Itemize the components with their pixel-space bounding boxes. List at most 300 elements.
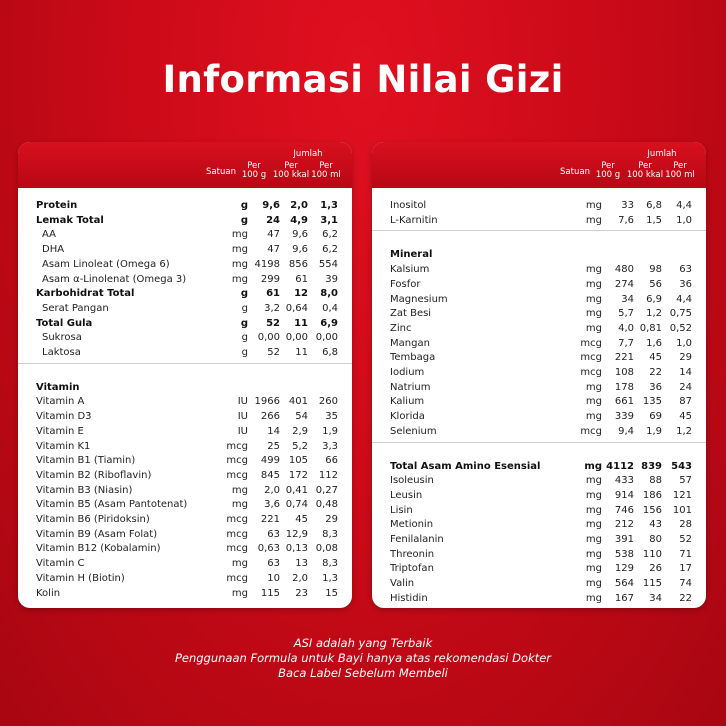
value-per-100g: 661 xyxy=(614,396,634,408)
nutrient-row xyxy=(372,336,706,351)
nutrient-name: Metionin xyxy=(390,519,434,531)
value-per-100ml: 0,48 xyxy=(315,499,338,511)
nutrient-name: Kalsium xyxy=(390,264,430,276)
nutrient-name: Iodium xyxy=(390,367,425,378)
value-per-100g: 63 xyxy=(267,558,280,570)
value-per-100g: 538 xyxy=(614,548,634,560)
nutrient-name: Magnesium xyxy=(390,293,448,305)
nutrient-unit: mg xyxy=(585,264,602,276)
value-per-100ml: 121 xyxy=(672,489,692,501)
header-per100g: Per 100 g xyxy=(241,161,267,180)
value-per-100ml: 24 xyxy=(679,381,692,393)
value-per-100kkal: 23 xyxy=(295,587,308,599)
value-per-100kkal: 88 xyxy=(649,475,662,487)
nutrient-unit: g xyxy=(241,302,248,314)
nutrient-row xyxy=(372,321,706,336)
value-per-100kkal: 9,6 xyxy=(292,244,308,256)
nutrient-row xyxy=(18,227,352,242)
value-per-100ml: 1,3 xyxy=(322,572,338,584)
nutrient-name: Zinc xyxy=(390,322,412,334)
nutrient-name: Triptofan xyxy=(390,563,434,575)
nutrient-row xyxy=(18,556,352,571)
nutrient-row xyxy=(372,292,706,307)
nutrient-unit: IU xyxy=(237,411,248,423)
nutrient-name: Vitamin D3 xyxy=(36,411,92,423)
nutrient-unit: mg xyxy=(231,258,248,270)
nutrient-unit: g xyxy=(240,200,248,211)
nutrient-unit: mg xyxy=(231,499,248,511)
nutrient-name: Lemak Total xyxy=(36,214,104,226)
value-per-100g: 10 xyxy=(267,572,280,584)
nutrient-unit: mcg xyxy=(226,455,248,467)
nutrient-name: Vitamin B6 (Piridoksin) xyxy=(36,514,150,525)
nutrient-row xyxy=(372,306,706,321)
value-per-100kkal: 186 xyxy=(642,489,662,501)
value-per-100kkal: 36 xyxy=(649,381,662,393)
nutrient-name: Vitamin xyxy=(36,381,80,393)
value-per-100g: 5,7 xyxy=(618,308,634,320)
nutrient-unit: mg xyxy=(231,229,248,241)
nutrient-row xyxy=(18,330,352,345)
value-per-100kkal: 26 xyxy=(649,563,662,575)
nutrient-row xyxy=(18,541,352,556)
nutrient-name: Leusin xyxy=(390,489,423,501)
value-per-100g: 564 xyxy=(614,578,634,590)
nutrient-unit: mcg xyxy=(580,367,602,378)
nutrient-unit: mcg xyxy=(226,440,248,452)
value-per-100g: 3,2 xyxy=(264,302,280,314)
value-per-100ml: 554 xyxy=(318,258,338,270)
value-per-100ml: 1,0 xyxy=(676,337,692,349)
nutrient-unit: mg xyxy=(231,587,248,599)
value-per-100ml: 15 xyxy=(325,587,338,599)
value-per-100ml: 52 xyxy=(679,534,692,545)
value-per-100ml: 0,75 xyxy=(669,308,692,320)
value-per-100kkal: 856 xyxy=(288,258,308,270)
section-divider xyxy=(372,442,706,443)
nutrient-name: Asam α-Linolenat (Omega 3) xyxy=(42,273,187,285)
value-per-100ml: 57 xyxy=(679,475,692,487)
nutrient-row xyxy=(18,394,352,409)
nutrient-row xyxy=(372,473,706,488)
nutrient-row xyxy=(372,424,706,439)
value-per-100kkal: 1,6 xyxy=(646,337,662,349)
value-per-100g: 24 xyxy=(266,214,280,226)
nutrition-panel-right xyxy=(372,142,706,608)
value-per-100ml: 8,3 xyxy=(322,558,338,570)
value-per-100ml: 87 xyxy=(679,396,692,408)
nutrient-name: Lisin xyxy=(390,504,413,516)
section-divider xyxy=(372,230,706,231)
value-per-100g: 52 xyxy=(266,317,280,329)
value-per-100g: 266 xyxy=(260,411,280,423)
value-per-100g: 9,6 xyxy=(262,200,280,211)
nutrient-name: Vitamin B2 (Riboflavin) xyxy=(36,469,152,481)
value-per-100ml: 3,3 xyxy=(322,440,338,452)
nutrient-unit: mg xyxy=(585,548,602,560)
value-per-100g: 61 xyxy=(266,288,280,300)
nutrient-name: Selenium xyxy=(390,425,437,437)
nutrient-unit: mg xyxy=(585,278,602,290)
value-per-100ml: 8,0 xyxy=(320,288,338,300)
nutrient-name: Asam Linoleat (Omega 6) xyxy=(42,258,170,270)
value-per-100ml: 260 xyxy=(318,396,338,408)
nutrient-name: Kalium xyxy=(390,396,425,408)
nutrient-name: Karbohidrat Total xyxy=(36,288,135,300)
nutrient-name: Vitamin A xyxy=(36,396,85,408)
nutrient-row xyxy=(372,198,706,213)
footer-line: Penggunaan Formula untuk Bayi hanya atas rekomendasi Dokter xyxy=(174,651,552,665)
nutrient-row xyxy=(372,262,706,277)
value-per-100ml: 0,00 xyxy=(315,332,338,344)
nutrient-unit: IU xyxy=(237,396,248,408)
nutrient-row xyxy=(372,532,706,547)
nutrient-row xyxy=(372,576,706,591)
page-title: Informasi Nilai Gizi xyxy=(162,58,564,101)
nutrient-row xyxy=(372,488,706,503)
nutrient-name: Zat Besi xyxy=(390,308,432,320)
value-per-100kkal: 11 xyxy=(294,317,308,329)
value-per-100g: 3,6 xyxy=(264,499,280,511)
nutrient-row xyxy=(18,512,352,527)
value-per-100kkal: 1,5 xyxy=(646,214,662,226)
nutrient-row xyxy=(18,198,352,213)
value-per-100g: 339 xyxy=(614,411,634,423)
footer-disclaimer xyxy=(0,636,726,681)
value-per-100kkal: 12 xyxy=(294,288,308,300)
panel-header xyxy=(18,142,352,188)
value-per-100ml: 35 xyxy=(325,411,338,423)
value-per-100ml: 3,1 xyxy=(320,214,338,226)
value-per-100g: 0,63 xyxy=(257,543,280,555)
nutrient-row xyxy=(372,409,706,424)
nutrient-unit: g xyxy=(241,347,248,358)
value-per-100ml: 63 xyxy=(679,264,692,276)
value-per-100kkal: 69 xyxy=(649,411,662,423)
nutrient-name: Sukrosa xyxy=(42,332,82,344)
nutrient-row xyxy=(372,350,706,365)
value-per-100g: 63 xyxy=(267,528,280,540)
value-per-100ml: 0,52 xyxy=(669,322,692,334)
value-per-100kkal: 80 xyxy=(649,534,662,545)
nutrient-name: Vitamin B1 (Tiamin) xyxy=(36,455,136,467)
value-per-100ml: 101 xyxy=(672,504,692,516)
value-per-100g: 25 xyxy=(267,440,280,452)
value-per-100g: 115 xyxy=(260,587,280,599)
value-per-100ml: 4,4 xyxy=(676,293,692,305)
value-per-100kkal: 43 xyxy=(649,519,662,531)
nutrient-name: Inositol xyxy=(390,200,427,211)
nutrient-row xyxy=(372,277,706,292)
nutrient-name: Klorida xyxy=(390,411,425,423)
nutrient-name: Total Gula xyxy=(36,317,93,329)
nutrient-row xyxy=(372,591,706,606)
value-per-100kkal: 172 xyxy=(288,469,308,481)
nutrient-unit: mg xyxy=(231,558,248,570)
nutrient-row xyxy=(18,242,352,257)
header-per100g: Per 100 g xyxy=(595,161,621,180)
nutrient-unit: mg xyxy=(231,244,248,256)
value-per-100kkal: 0,74 xyxy=(285,499,308,511)
value-per-100g: 1966 xyxy=(254,396,280,408)
value-per-100kkal: 98 xyxy=(649,264,662,276)
nutrient-row xyxy=(18,345,352,360)
nutrient-unit: mg xyxy=(585,489,602,501)
value-per-100g: 33 xyxy=(621,200,634,211)
nutrient-unit: mg xyxy=(585,200,602,211)
value-per-100kkal: 12,9 xyxy=(285,528,308,540)
value-per-100kkal: 2,9 xyxy=(292,425,308,437)
nutrient-unit: mg xyxy=(585,214,602,226)
value-per-100ml: 4,4 xyxy=(676,200,692,211)
value-per-100ml: 1,3 xyxy=(320,200,338,211)
nutrient-unit: mg xyxy=(585,504,602,516)
nutrient-name: Protein xyxy=(36,200,78,211)
panel-header xyxy=(372,142,706,188)
value-per-100kkal: 0,41 xyxy=(285,484,308,496)
value-per-100ml: 6,2 xyxy=(322,244,338,256)
value-per-100kkal: 1,9 xyxy=(646,425,662,437)
nutrient-row xyxy=(18,257,352,272)
nutrient-row xyxy=(18,301,352,316)
value-per-100kkal: 5,2 xyxy=(292,440,308,452)
nutrient-name: Vitamin B5 (Asam Pantotenat) xyxy=(36,499,188,511)
nutrient-unit: mg xyxy=(585,293,602,305)
nutrient-unit: mg xyxy=(231,484,248,496)
value-per-100kkal: 0,00 xyxy=(285,332,308,344)
value-per-100g: 433 xyxy=(614,475,634,487)
value-per-100kkal: 13 xyxy=(295,558,308,570)
nutrient-row xyxy=(372,561,706,576)
header-jumlah: Jumlah xyxy=(647,149,677,159)
nutrient-unit: g xyxy=(240,288,248,300)
value-per-100kkal: 45 xyxy=(295,514,308,525)
header-per100ml: Per 100 ml xyxy=(311,161,341,180)
nutrient-row xyxy=(18,424,352,439)
nutrient-unit: mcg xyxy=(226,543,248,555)
nutrient-name: Vitamin E xyxy=(36,425,84,437)
value-per-100kkal: 2,0 xyxy=(290,200,308,211)
value-per-100g: 47 xyxy=(267,229,280,241)
value-per-100ml: 0,27 xyxy=(315,484,338,496)
nutrient-row xyxy=(18,497,352,512)
nutrient-row xyxy=(18,453,352,468)
value-per-100kkal: 0,81 xyxy=(639,322,662,334)
value-per-100g: 746 xyxy=(614,504,634,516)
nutrient-row xyxy=(18,213,352,228)
nutrient-row xyxy=(372,517,706,532)
nutrient-unit: g xyxy=(240,317,248,329)
value-per-100kkal: 105 xyxy=(288,455,308,467)
value-per-100g: 221 xyxy=(614,352,634,364)
nutrient-name: Vitamin C xyxy=(36,558,85,570)
value-per-100kkal: 0,13 xyxy=(285,543,308,555)
value-per-100ml: 1,9 xyxy=(322,425,338,437)
nutrient-row xyxy=(18,571,352,586)
nutrient-unit: mg xyxy=(585,308,602,320)
nutrient-row xyxy=(18,286,352,301)
nutrient-row xyxy=(372,394,706,409)
value-per-100ml: 0,08 xyxy=(315,543,338,555)
header-per100kkal: Per 100 kkal xyxy=(272,161,310,180)
nutrient-unit: mg xyxy=(585,322,602,334)
header-per100ml: Per 100 ml xyxy=(665,161,695,180)
footer-line: Baca Label Sebelum Membeli xyxy=(278,666,448,680)
nutrient-name: Valin xyxy=(390,578,415,590)
value-per-100g: 2,0 xyxy=(264,484,280,496)
value-per-100g: 391 xyxy=(614,534,634,545)
nutrient-name: Vitamin H (Biotin) xyxy=(36,572,125,584)
nutrient-unit: mg xyxy=(231,273,248,285)
header-satuan: Satuan xyxy=(206,167,236,177)
value-per-100g: 4112 xyxy=(606,460,634,472)
value-per-100ml: 112 xyxy=(318,469,338,481)
header-per100kkal: Per 100 kkal xyxy=(626,161,664,180)
value-per-100kkal: 2,0 xyxy=(292,572,308,584)
nutrient-unit: mcg xyxy=(580,337,602,349)
nutrient-unit: mg xyxy=(585,578,602,590)
value-per-100kkal: 135 xyxy=(642,396,662,408)
section-heading-row xyxy=(372,247,706,262)
value-per-100kkal: 0,64 xyxy=(285,302,308,314)
nutrient-unit: mg xyxy=(585,396,602,408)
nutrient-row xyxy=(18,439,352,454)
nutrient-name: Vitamin K1 xyxy=(36,440,91,452)
value-per-100ml: 39 xyxy=(325,273,338,285)
value-per-100kkal: 9,6 xyxy=(292,229,308,241)
value-per-100g: 274 xyxy=(614,278,634,290)
value-per-100g: 52 xyxy=(267,347,280,358)
value-per-100kkal: 6,9 xyxy=(646,293,662,305)
footer-line: ASI adalah yang Terbaik xyxy=(293,636,433,650)
value-per-100ml: 74 xyxy=(679,578,692,590)
nutrient-row xyxy=(18,468,352,483)
value-per-100g: 221 xyxy=(260,514,280,525)
value-per-100ml: 17 xyxy=(679,563,692,575)
value-per-100kkal: 22 xyxy=(649,367,662,378)
nutrient-row xyxy=(18,316,352,331)
nutrient-unit: mg xyxy=(585,563,602,575)
nutrient-name: Fosfor xyxy=(390,278,421,290)
value-per-100g: 4,0 xyxy=(618,322,634,334)
value-per-100g: 499 xyxy=(260,455,280,467)
nutrient-unit: mcg xyxy=(226,528,248,540)
value-per-100g: 0,00 xyxy=(257,332,280,344)
nutrient-name: AA xyxy=(42,229,56,241)
nutrition-panel-left xyxy=(18,142,352,608)
nutrient-unit: mcg xyxy=(580,425,602,437)
nutrient-row xyxy=(18,586,352,601)
value-per-100g: 7,6 xyxy=(618,214,634,226)
value-per-100ml: 1,0 xyxy=(676,214,692,226)
value-per-100ml: 543 xyxy=(671,460,692,472)
nutrient-name: Mangan xyxy=(390,337,430,349)
nutrient-row xyxy=(372,365,706,380)
nutrient-name: Histidin xyxy=(390,592,428,604)
nutrient-row xyxy=(372,213,706,228)
value-per-100ml: 14 xyxy=(679,367,692,378)
value-per-100g: 167 xyxy=(614,592,634,604)
nutrient-unit: g xyxy=(240,214,248,226)
nutrient-name: Laktosa xyxy=(42,347,81,358)
value-per-100g: 178 xyxy=(614,381,634,393)
value-per-100ml: 36 xyxy=(679,278,692,290)
value-per-100g: 299 xyxy=(260,273,280,285)
value-per-100ml: 6,2 xyxy=(322,229,338,241)
value-per-100kkal: 110 xyxy=(642,548,662,560)
value-per-100kkal: 115 xyxy=(642,578,662,590)
section-heading-row xyxy=(18,380,352,395)
value-per-100kkal: 61 xyxy=(295,273,308,285)
value-per-100ml: 28 xyxy=(679,519,692,531)
value-per-100ml: 8,3 xyxy=(322,528,338,540)
value-per-100ml: 29 xyxy=(679,352,692,364)
nutrient-name: Vitamin B12 (Kobalamin) xyxy=(36,543,161,555)
value-per-100g: 9,4 xyxy=(618,425,634,437)
nutrient-name: Vitamin B9 (Asam Folat) xyxy=(36,528,158,540)
value-per-100ml: 29 xyxy=(325,514,338,525)
nutrient-unit: mg xyxy=(585,519,602,531)
nutrient-row xyxy=(372,380,706,395)
value-per-100g: 108 xyxy=(614,367,634,378)
value-per-100kkal: 839 xyxy=(641,460,662,472)
value-per-100kkal: 6,8 xyxy=(646,200,662,211)
value-per-100g: 47 xyxy=(267,244,280,256)
value-per-100ml: 71 xyxy=(679,548,692,560)
value-per-100kkal: 4,9 xyxy=(290,214,308,226)
nutrient-name: Isoleusin xyxy=(390,475,434,487)
nutrient-name: Fenilalanin xyxy=(390,534,444,545)
value-per-100kkal: 45 xyxy=(649,352,662,364)
nutrient-unit: mg xyxy=(585,534,602,545)
nutrient-row xyxy=(372,547,706,562)
value-per-100kkal: 156 xyxy=(642,504,662,516)
value-per-100ml: 22 xyxy=(679,592,692,604)
nutrient-unit: mcg xyxy=(226,514,248,525)
section-heading-row xyxy=(372,459,706,474)
nutrient-name: Total Asam Amino Esensial xyxy=(390,460,541,472)
nutrient-unit: mg xyxy=(584,460,602,472)
nutrient-unit: mcg xyxy=(226,469,248,481)
nutrient-unit: mg xyxy=(585,592,602,604)
nutrient-unit: mg xyxy=(585,411,602,423)
nutrient-unit: g xyxy=(241,332,248,344)
value-per-100ml: 1,2 xyxy=(676,425,692,437)
nutrient-name: Threonin xyxy=(390,548,435,560)
nutrient-name: Tembaga xyxy=(390,352,436,364)
nutrient-row xyxy=(18,409,352,424)
value-per-100kkal: 34 xyxy=(649,592,662,604)
value-per-100g: 34 xyxy=(621,293,634,305)
value-per-100g: 845 xyxy=(260,469,280,481)
nutrient-unit: IU xyxy=(237,425,248,437)
header-jumlah: Jumlah xyxy=(293,149,323,159)
section-divider xyxy=(18,363,352,364)
nutrient-row xyxy=(18,527,352,542)
nutrient-name: Kolin xyxy=(36,587,61,599)
nutrient-name: Serat Pangan xyxy=(42,302,109,314)
header-satuan: Satuan xyxy=(560,167,590,177)
nutrient-row xyxy=(18,483,352,498)
value-per-100g: 480 xyxy=(614,264,634,276)
value-per-100ml: 0,4 xyxy=(322,302,338,314)
value-per-100ml: 66 xyxy=(325,455,338,467)
value-per-100g: 4198 xyxy=(254,258,280,270)
nutrient-name: DHA xyxy=(42,244,65,256)
nutrient-name: Vitamin B3 (Niasin) xyxy=(36,484,133,496)
nutrient-row xyxy=(372,503,706,518)
value-per-100kkal: 11 xyxy=(295,347,308,358)
